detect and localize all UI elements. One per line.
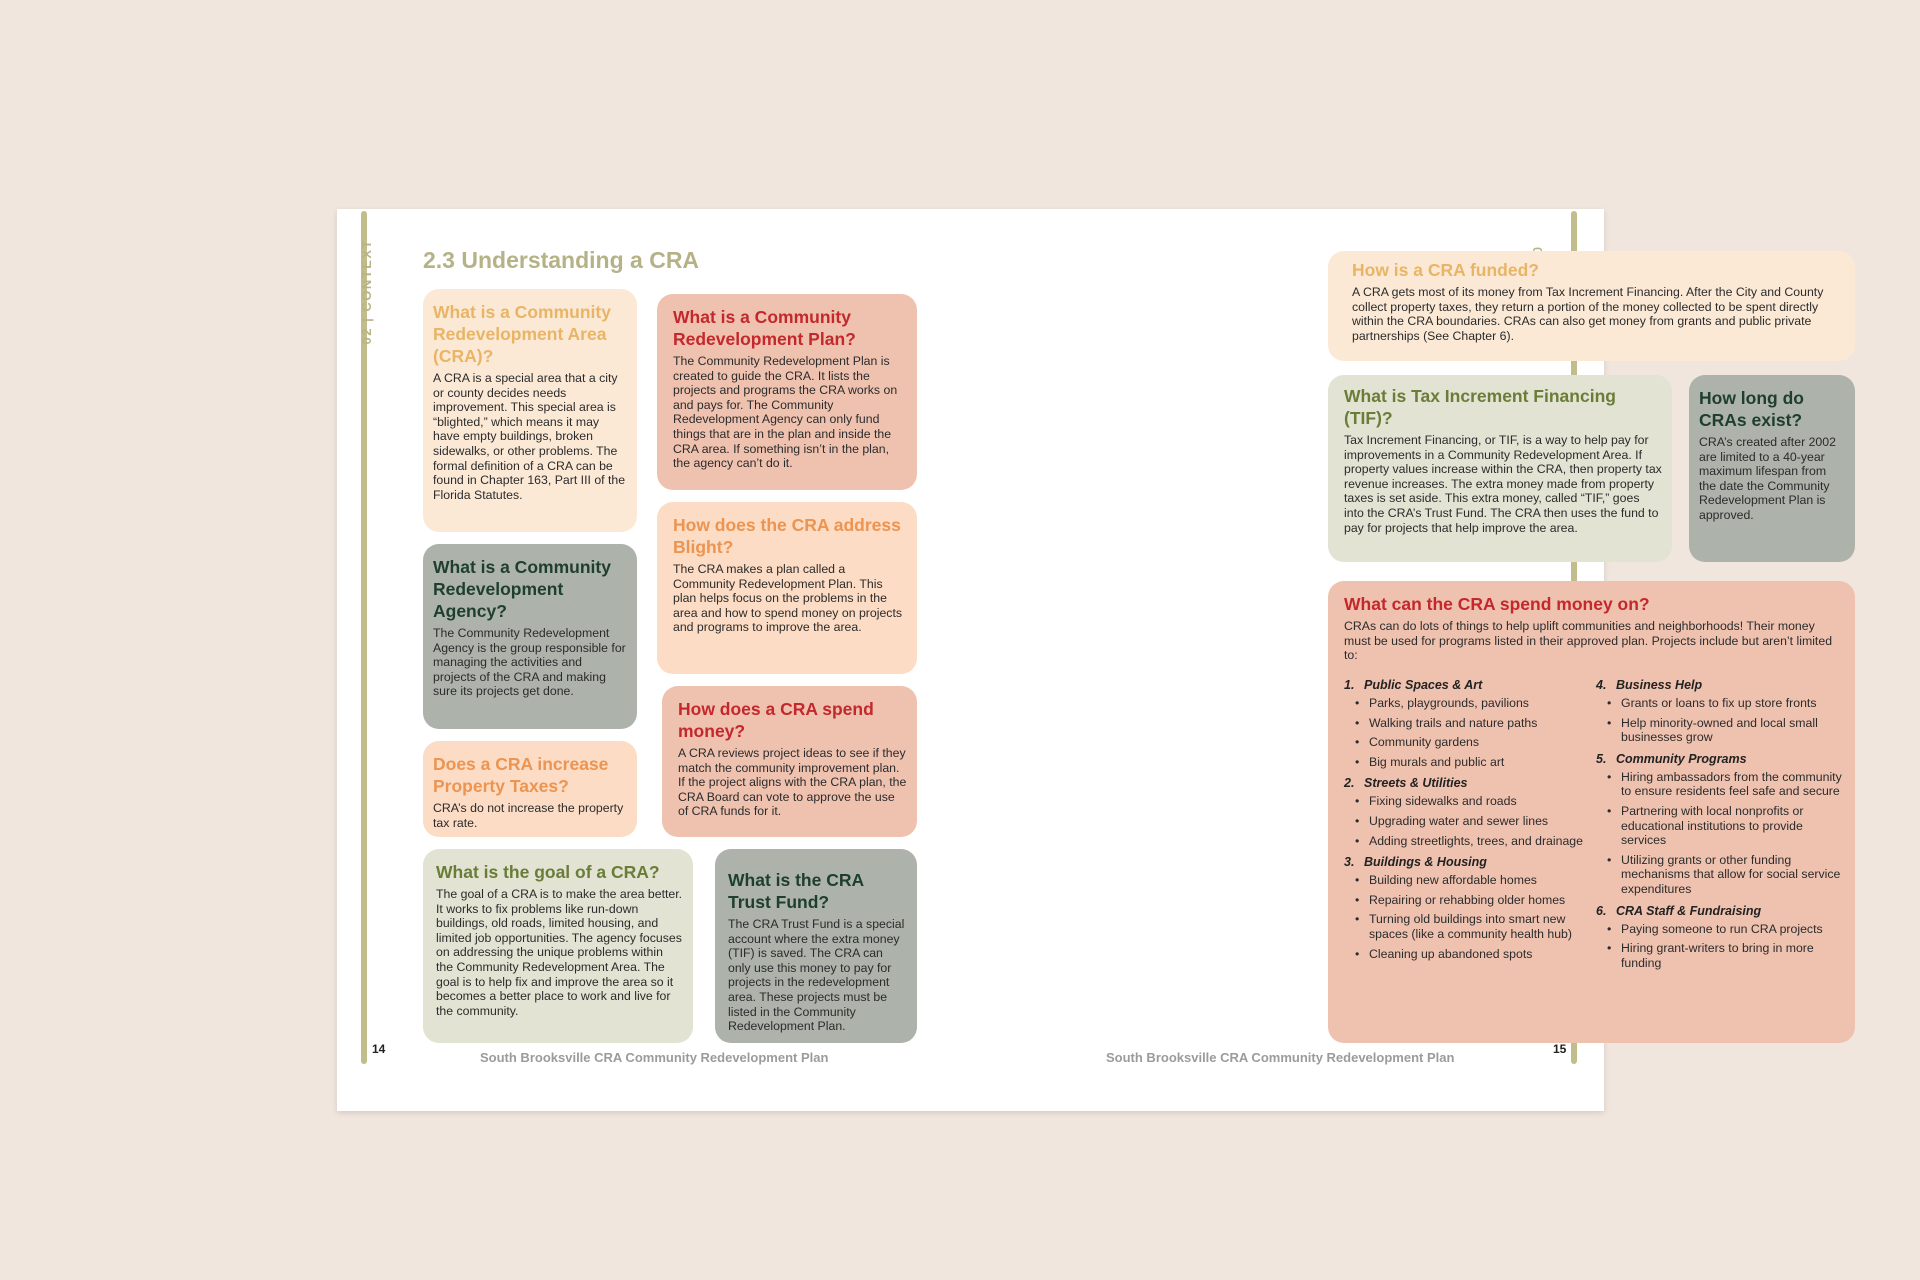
card-trust-fund: [715, 849, 917, 1043]
group-title: Community Programs: [1616, 751, 1747, 766]
section-title: 2.3 Understanding a CRA: [423, 247, 700, 273]
spend-list-column-left: [1344, 678, 1594, 968]
card-body: A CRA reviews project ideas to see if they match the community improvement plan. If the project aligns with the CRA plan, the CRA Board can vote to approve the use of CRA funds for it.: [678, 746, 907, 819]
group-number: 1.: [1344, 678, 1355, 692]
list-item: • Paying someone to run CRA projects: [1616, 922, 1846, 937]
list-item: • Hiring grant-writers to bring in more funding: [1616, 941, 1846, 970]
group-title: Streets & Utilities: [1364, 776, 1468, 791]
spend-group: [1596, 904, 1846, 971]
card-title: What is the CRA Trust Fund?: [728, 870, 864, 912]
list-item: • Big murals and public art: [1364, 755, 1594, 770]
spend-group: [1596, 678, 1846, 745]
left-side-tab: 02 | CONTEXT: [359, 239, 374, 345]
card-address-blight: [657, 502, 917, 674]
card-body: A CRA gets most of its money from Tax Increment Financing. After the City and County collect property taxes, they return a portion of the money collected to be spent directly within the CRA boundaries. CRAs can also get money from grants and public private partnerships (See Chapter 6).: [1352, 285, 1824, 343]
list-item: • Building new affordable homes: [1364, 873, 1594, 888]
card-title: What is a Community Redevelopment Plan?: [673, 307, 856, 349]
card-how-long: [1689, 375, 1855, 562]
card-body: A CRA is a special area that a city or county decides needs improvement. This special area is “blighted,” which means it may have empty buildings, broken sidewalks, or other problems. The formal definition of a CRA can be found in Chapter 163, Part III of the Florida Statutes.: [433, 371, 626, 502]
page-number: 14: [372, 1042, 386, 1056]
list-item: • Hiring ambassadors from the community to ensure residents feel safe and secure: [1616, 770, 1846, 799]
group-title: Business Help: [1616, 678, 1703, 692]
card-title: How long do CRAs exist?: [1699, 388, 1804, 430]
spend-group: [1344, 855, 1594, 961]
card-goal: [423, 849, 693, 1043]
list-item: • Fixing sidewalks and roads: [1364, 794, 1594, 809]
list-item: • Repairing or rehabbing older homes: [1364, 893, 1594, 908]
list-item: • Community gardens: [1364, 735, 1594, 750]
card-tif: [1328, 375, 1672, 562]
list-item: • Cleaning up abandoned spots: [1364, 947, 1594, 962]
group-title: CRA Staff & Fundraising: [1616, 903, 1762, 918]
list-item: • Turning old buildings into smart new spaces (like a community health hub): [1364, 912, 1594, 941]
card-body: Tax Increment Financing, or TIF, is a way to help pay for improvements in a Community Redevelopment Area. If property values increase within the CRA, then property tax revenue increases. The extra money made from property taxes is set aside. This extra money, called “TIF,” goes into the CRA’s Trust Fund. The CRA then uses the fund to pay for projects that help improve the area.: [1344, 433, 1662, 535]
list-item: • Utilizing grants or other funding mechanisms that allow for social service expenditures: [1616, 853, 1846, 897]
card-body: The Community Redevelopment Plan is created to guide the CRA. It lists the projects and programs the CRA works on and pays for. The Community Redevelopment Agency can only fund things that are in the plan and inside the CRA area. If something isn’t in the plan, the agency can’t do it.: [673, 354, 898, 471]
spend-group: [1596, 752, 1846, 897]
card-what-is-cra: [423, 289, 637, 532]
page-number: 15: [1553, 1042, 1567, 1056]
card-title: What is a Community Redevelopment Area (CRA)?: [433, 302, 611, 366]
page-footer: South Brooksville CRA Community Redevelopment Plan: [480, 1050, 829, 1065]
list-item: • Upgrading water and sewer lines: [1364, 814, 1594, 829]
card-body: The Community Redevelopment Agency is the group responsible for managing the activities and projects of the CRA and making sure its projects get done.: [433, 626, 626, 699]
card-body: The CRA makes a plan called a Community Redevelopment Plan. This plan helps focus on the problems in the area and how to spend money on projects and programs to improve the area.: [673, 562, 903, 635]
card-property-taxes: [423, 741, 637, 837]
spend-list-column-right: [1596, 678, 1846, 977]
card-body: The goal of a CRA is to make the area better. It works to fix problems like run-down buildings, old roads, limited housing, and limited job opportunities. The agency focuses on addressing the unique problems within the Community Redevelopment Area. The goal is to help fix and improve the area so it becomes a better place to work and live for the community.: [436, 887, 683, 1018]
page-footer: South Brooksville CRA Community Redevelopment Plan: [1106, 1050, 1455, 1065]
spend-group: [1344, 678, 1594, 769]
card-body: The CRA Trust Fund is a special account where the extra money (TIF) is saved. The CRA can only use this money to pay for projects in the redevelopment area. These projects must be listed in the Community Redevelopment Plan.: [728, 917, 905, 1034]
list-item: • Partnering with local nonprofits or educational institutions to provide services: [1616, 804, 1846, 848]
card-spend-on: [1328, 581, 1855, 1043]
card-spend-money: [662, 686, 917, 837]
card-what-is-agency: [423, 544, 637, 729]
list-item: • Help minority-owned and local small businesses grow: [1616, 716, 1846, 745]
card-what-is-plan: [657, 294, 917, 490]
group-number: 2.: [1344, 776, 1355, 791]
card-title: What is the goal of a CRA?: [436, 862, 660, 882]
card-funded: [1328, 251, 1855, 361]
list-item: • Grants or loans to fix up store fronts: [1616, 696, 1846, 711]
card-title: What is Tax Increment Financing (TIF)?: [1344, 386, 1616, 428]
card-intro: CRAs can do lots of things to help uplift communities and neighborhoods! Their money must be used for programs listed in their approved plan. Projects include but aren’t limited to:: [1344, 619, 1833, 663]
group-number: 4.: [1596, 678, 1607, 692]
group-number: 3.: [1344, 855, 1355, 870]
group-title: Public Spaces & Art: [1364, 678, 1483, 692]
card-title: How does the CRA address Blight?: [673, 515, 901, 557]
card-title: Does a CRA increase Property Taxes?: [433, 754, 609, 796]
card-title: How does a CRA spend money?: [678, 699, 874, 741]
right-page: [971, 209, 1842, 1111]
list-item: • Walking trails and nature paths: [1364, 716, 1594, 731]
card-title: How is a CRA funded?: [1352, 260, 1539, 280]
list-item: • Adding streetlights, trees, and drainage: [1364, 834, 1594, 849]
group-number: 6.: [1596, 903, 1607, 918]
card-title: What can the CRA spend money on?: [1344, 594, 1650, 614]
card-body: CRA’s created after 2002 are limited to a 40-year maximum lifespan from the date the Community Redevelopment Plan is approved.: [1699, 435, 1836, 522]
left-page: [337, 209, 970, 1111]
document-spread: [337, 209, 1842, 1111]
group-title: Buildings & Housing: [1364, 855, 1487, 870]
group-number: 5.: [1596, 751, 1607, 766]
list-item: • Parks, playgrounds, pavilions: [1364, 696, 1594, 711]
card-body: CRA’s do not increase the property tax rate.: [433, 801, 624, 830]
spend-group: [1344, 776, 1594, 848]
card-title: What is a Community Redevelopment Agency?: [433, 557, 611, 621]
